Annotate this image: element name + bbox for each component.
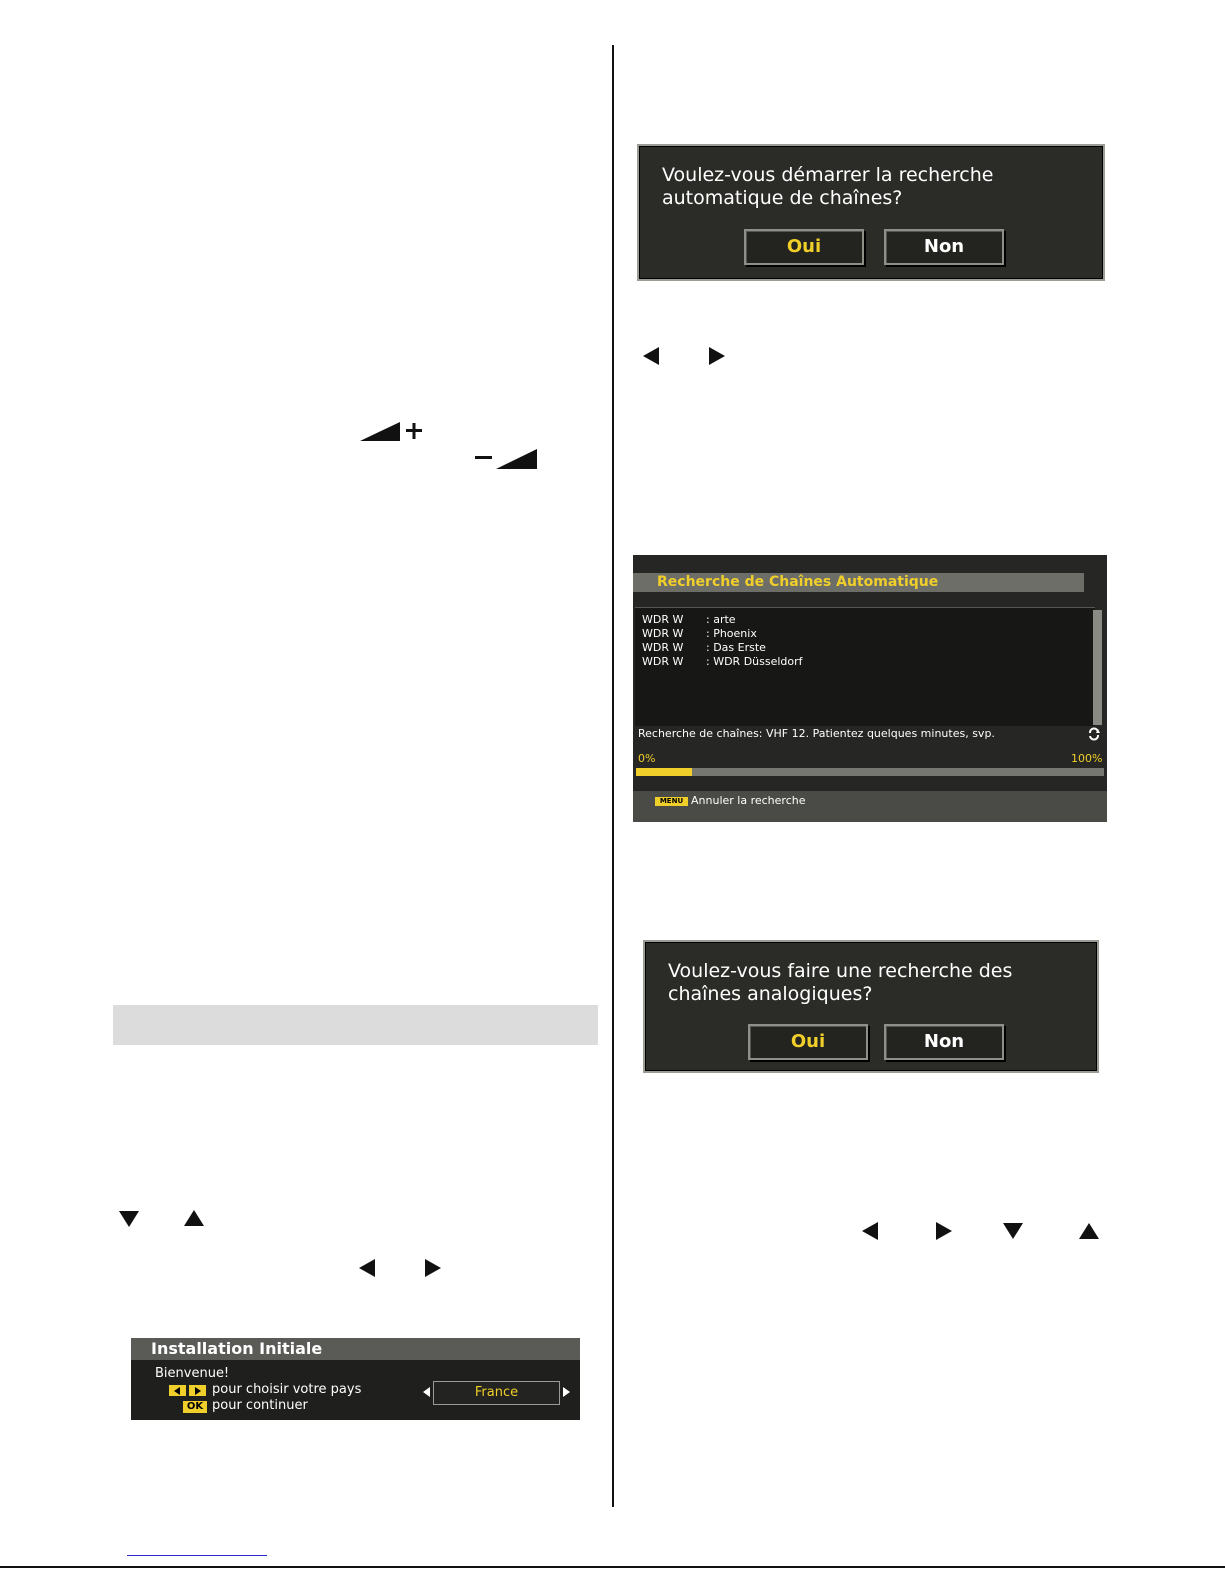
analog-search-dialog xyxy=(643,940,1099,1073)
progress-min-label: 0% xyxy=(638,752,656,765)
arrow-left-icon xyxy=(862,1222,878,1240)
scan-status-text: Recherche de chaînes: VHF 12. Patientez quelques minutes, svp. xyxy=(638,727,995,740)
dialog-question-line1: Voulez-vous démarrer la recherche xyxy=(662,164,994,186)
no-button[interactable]: Non xyxy=(884,1024,1004,1060)
scan-footer xyxy=(633,791,1107,822)
welcome-text: Bienvenue! xyxy=(155,1366,230,1381)
refresh-icon xyxy=(1087,727,1101,741)
arrow-left-icon xyxy=(174,1387,180,1395)
dialog-question-line1: Voulez-vous faire une recherche des xyxy=(668,960,1013,982)
list-item: WDR W : WDR Düsseldorf xyxy=(642,655,803,668)
initial-install-panel xyxy=(131,1338,580,1420)
list-scrollbar[interactable] xyxy=(1093,610,1102,725)
volume-down-icon xyxy=(475,447,540,470)
right-key-badge xyxy=(189,1385,206,1396)
channel-list xyxy=(635,607,1095,726)
progress-max-label: 100% xyxy=(1071,752,1103,765)
continue-text: pour continuer xyxy=(212,1398,308,1413)
arrow-left-icon xyxy=(359,1259,375,1277)
scan-progress-bar xyxy=(636,768,1104,776)
country-selector[interactable]: France xyxy=(433,1381,560,1405)
auto-search-dialog xyxy=(637,144,1105,281)
arrow-left-icon xyxy=(643,347,659,365)
cancel-search-label: Annuler la recherche xyxy=(691,794,806,807)
menu-key-badge[interactable]: MENU xyxy=(655,797,688,806)
arrow-down-icon xyxy=(1003,1223,1023,1239)
yes-button[interactable]: Oui xyxy=(744,229,864,265)
scan-title: Recherche de Chaînes Automatique xyxy=(633,573,1084,592)
arrow-right-icon xyxy=(936,1222,952,1240)
section-heading-band xyxy=(113,1005,598,1045)
dialog-question-line2: automatique de chaînes? xyxy=(662,187,903,209)
channel-scan-panel xyxy=(633,555,1107,822)
ok-key-badge: OK xyxy=(183,1401,207,1413)
footer-link-underline xyxy=(127,1555,267,1556)
arrow-up-icon xyxy=(1079,1223,1099,1239)
arrow-right-icon xyxy=(709,347,725,365)
left-key-badge xyxy=(169,1385,186,1396)
dialog-question-line2: chaînes analogiques? xyxy=(668,983,873,1005)
footer-rule xyxy=(0,1566,1225,1568)
choose-country-text: pour choisir votre pays xyxy=(212,1382,362,1397)
scan-progress-fill xyxy=(636,768,692,776)
arrow-down-icon xyxy=(119,1211,139,1227)
volume-up-icon xyxy=(360,420,430,442)
list-item: WDR W : Das Erste xyxy=(642,641,766,654)
install-title: Installation Initiale xyxy=(131,1338,580,1360)
country-prev-icon[interactable] xyxy=(423,1387,430,1397)
no-button[interactable]: Non xyxy=(884,229,1004,265)
arrow-right-icon xyxy=(195,1387,201,1395)
column-divider xyxy=(612,45,614,1507)
yes-button[interactable]: Oui xyxy=(748,1024,868,1060)
arrow-up-icon xyxy=(184,1210,204,1226)
arrow-right-icon xyxy=(425,1259,441,1277)
list-item: WDR W : arte xyxy=(642,613,736,626)
country-next-icon[interactable] xyxy=(563,1387,570,1397)
list-item: WDR W : Phoenix xyxy=(642,627,757,640)
